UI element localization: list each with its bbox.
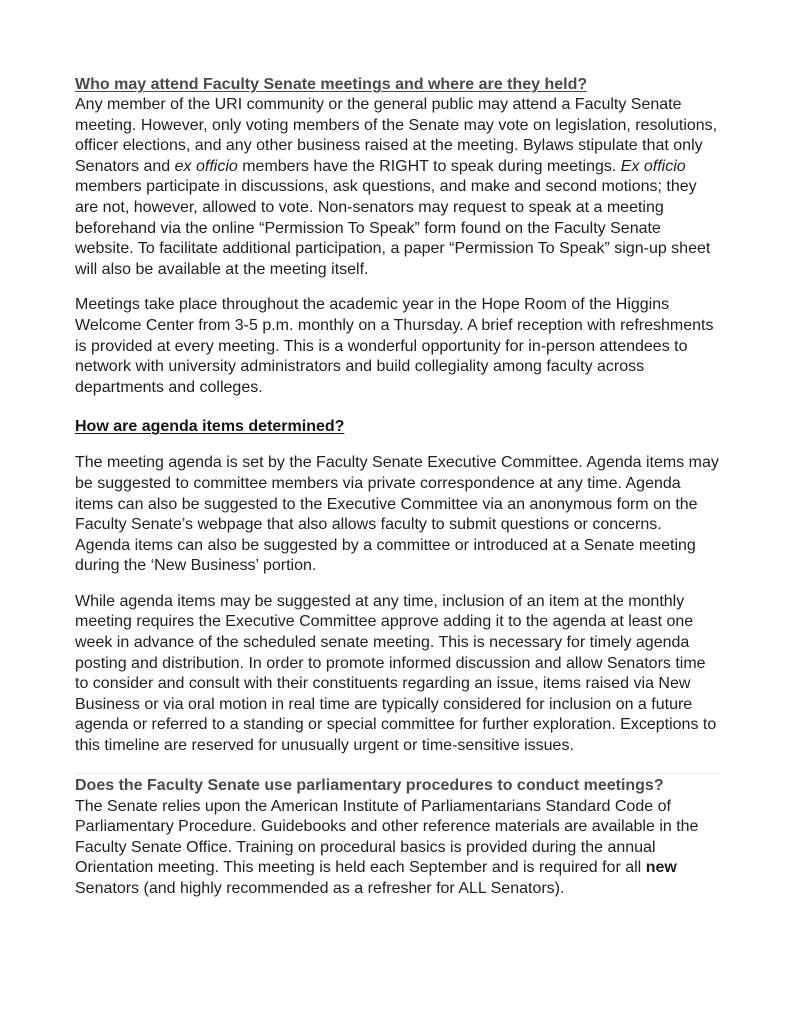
heading-attend: Who may attend Faculty Senate meetings and where are they held? [75,76,588,93]
text-run-bold: new [645,859,677,877]
document-page [75,75,719,900]
heading-procedure-text: Does the Faculty Senate use parliamentary procedures to conduct meetings? [75,776,664,794]
paragraph-attend-1 [75,95,719,280]
text-run: Any member of the URI community or the general public may attend a Faculty Senate meeting. However, only voting members of the Senate may vote on legislation, resolutions, officer elections, and any other business raised at the meeting. Bylaws stipulate that only Senators and [75,96,718,175]
text-run: Senators (and highly recommended as a refresher for ALL Senators). [75,880,565,897]
paragraph-agenda-2: While agenda items may be suggested at any time, inclusion of an item at the monthly meeting requires the Executive Committee approve adding it to the agenda at least one week in advance of the scheduled senate meeting. This is necessary for timely agenda posting and distribution. In order to promote informed discussion and allow Senators time to consider and consult with their constituents regarding an issue, items raised via New Business or via oral motion in real time are typically considered for inclusion on a future agenda or referred to a standing or special committee for further exploration. Exceptions to this timeline are reserved for unusually urgent or time-sensitive issues. [75,592,717,755]
heading-procedure [75,776,719,797]
heading-agenda: How are agenda items determined? [75,418,345,436]
paragraph-attend-2: Meetings take place throughout the academic year in the Hope Room of the Higgins Welcome Center from 3-5 p.m. monthly on a Thursday. A brief reception with refreshments is provided at every meeting. This is a wonderful opportunity for in-person attendees to network with university administrators and build collegiality among faculty across departments and colleges. [75,296,714,396]
text-run: members participate in discussions, ask questions, and make and second motions; they are not, however, allowed to vote. Non-senators may request to speak at a meeting beforehand via the online “Permission To Speak” form found on the Faculty Senate website. To facilitate additional participation, a paper “Permission To Speak” sign-up sheet will also be available at the meeting itself. [75,178,711,278]
divider [75,773,719,774]
paragraph-procedure-1 [75,797,719,900]
text-run: The Senate relies upon the American Institute of Parliamentarians Standard Code of Parliamentary Procedure. Guidebooks and other reference materials are available in the Faculty Senate Office. Training on procedural basics is provided during the annual Orientation meeting. This meeting is held each September and is required for all [75,797,699,877]
text-run-italic: Ex officio [620,157,686,175]
text-run: members have the RIGHT to speak during meetings. [237,157,621,175]
text-run-italic: ex officio [174,157,238,175]
paragraph-agenda-1: The meeting agenda is set by the Faculty Senate Executive Committee. Agenda items may be suggested to committee members via private correspondence at any time. Agenda items can also be suggested to the Executive Committee via an anonymous form on the Faculty Senate’s webpage that also allows faculty to submit questions or concerns. Agenda items can also be suggested by a committee or introduced at a Senate meeting during the ‘New Business’ portion. [75,454,719,575]
